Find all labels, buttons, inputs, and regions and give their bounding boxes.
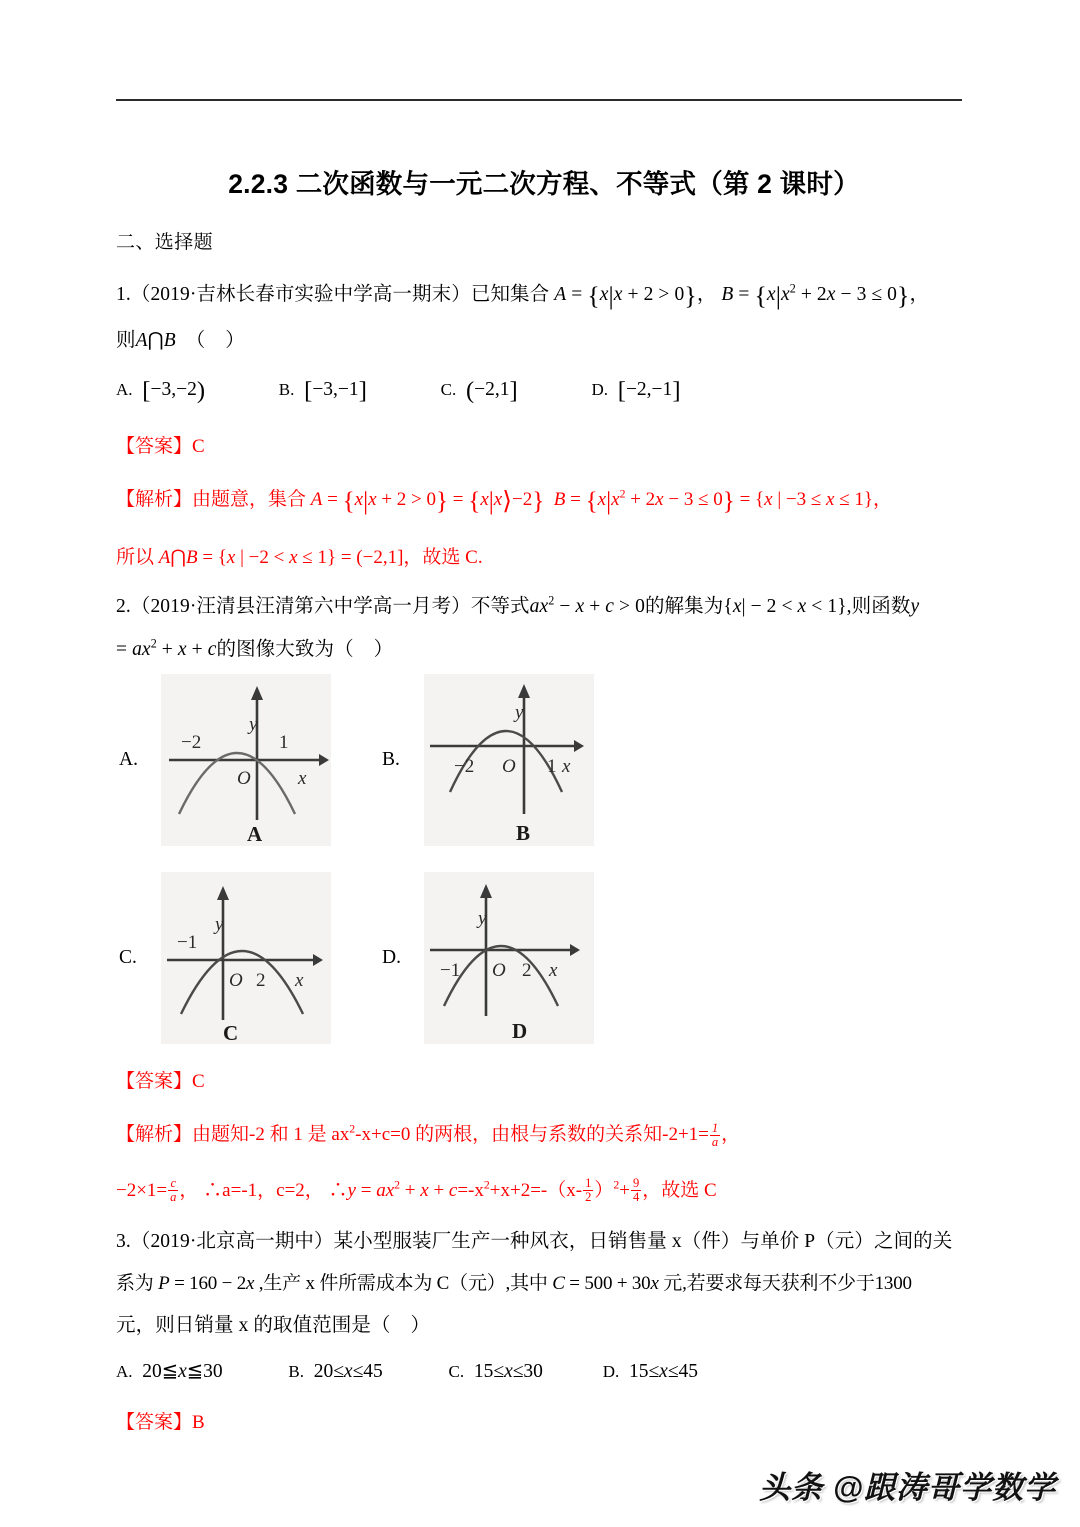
svg-text:B: B <box>516 821 531 846</box>
question-2-source: （2019·汪清县汪清第六中学高一月考） <box>130 596 471 618</box>
watermark: 头条 @跟涛哥学数学 <box>759 1470 1056 1505</box>
graph-option-b-image <box>424 674 594 846</box>
question-1-number: 1 <box>116 283 126 305</box>
question-3-answer-tag: 【答案】 <box>116 1411 193 1433</box>
header-rule <box>116 99 962 101</box>
svg-text:−2: −2 <box>454 756 475 778</box>
option-3-b-label: B. <box>288 1361 304 1381</box>
svg-text:−1: −1 <box>440 960 461 982</box>
option-1-c-label: C. <box>440 380 457 400</box>
question-1-options <box>116 377 966 405</box>
graph-option-a-image <box>161 674 331 846</box>
question-1-source: （2019·吉林长春市实验中学高一期末） <box>130 283 471 305</box>
question-1-answer <box>116 431 966 458</box>
question-1-solution-tag: 【解析】 <box>116 489 193 511</box>
question-1-answer-tag: 【答案】 <box>116 436 193 458</box>
svg-text:O: O <box>229 970 243 992</box>
question-2-stem-line-1: 2.（2019·汪清县汪清第六中学高一月考）不等式$ax^2 - x + c > 0$的解集为{x| − 2 < x < 1},则函数y <box>116 593 920 618</box>
graph-option-c[interactable] <box>116 872 331 1044</box>
svg-text:x: x <box>298 768 307 790</box>
option-3-c-text: 15≤x≤30 <box>473 1360 543 1382</box>
graph-option-a[interactable] <box>116 674 331 846</box>
question-3-number: 3 <box>116 1230 126 1252</box>
option-1-a-label: A. <box>116 380 133 400</box>
question-2-answer-value: C <box>192 1071 205 1093</box>
svg-text:y: y <box>478 908 487 930</box>
svg-text:D: D <box>512 1019 528 1044</box>
option-1-d-text: −2,−1 <box>625 379 673 401</box>
svg-text:C: C <box>223 1021 239 1045</box>
page-title <box>122 150 966 201</box>
option-3-b-text: 20≤x≤45 <box>313 1360 383 1382</box>
question-3-answer-value: B <box>192 1411 205 1433</box>
graph-option-b[interactable] <box>379 674 594 846</box>
svg-text:y: y <box>249 714 258 736</box>
question-2-answer-tag: 【答案】 <box>116 1071 193 1093</box>
graph-option-c-label: C. <box>119 947 137 969</box>
graph-option-d[interactable] <box>379 872 594 1044</box>
svg-text:O: O <box>502 756 516 778</box>
question-1-stem-line-1: 1.（2019·吉林长春市实验中学高一期末）已知集合 A = {x|x + 2 > 0}， $B = \{x|x^2 + 2x - 3 \le 0\}$， <box>116 281 930 310</box>
option-1-d-label: D. <box>591 380 608 400</box>
svg-text:y: y <box>215 914 224 936</box>
option-3-a-text: 20≦x≦30 <box>142 1360 223 1382</box>
svg-text:y: y <box>515 702 524 724</box>
option-3-a[interactable] <box>116 1361 228 1382</box>
svg-text:x: x <box>562 756 571 778</box>
option-1-b[interactable]: B. [−3,−1] <box>278 377 367 405</box>
question-2-stem-line-2: = $ax^2 + x + c$的图像大致为（ ） <box>116 636 394 660</box>
option-3-d[interactable] <box>603 1361 698 1382</box>
svg-text:O: O <box>237 768 251 790</box>
page-content <box>116 150 966 1434</box>
question-1-solution-line-1: 【解析】由题意，集合 A = {x|x + 2 > 0} = {x|x⟩−2} $B = \{x|x^2 + 2x - 3 \le 0\} = \{x$ | −3 ≤ x ≤ 1}， <box>116 488 893 516</box>
svg-text:1: 1 <box>547 756 557 778</box>
option-1-b-text: −3,−1 <box>312 379 359 401</box>
option-1-d[interactable]: D. [−2,−1] <box>591 377 681 405</box>
question-1-solution-line-2: 所以 A⋂B = {x | −2 < x ≤ 1} = (−2,1]，故选 C. <box>116 547 483 569</box>
question-3-stem-text-1: 某小型服装厂生产一种风衣，日销售量 x（件）与单价 P（元）之间的关 <box>333 1230 953 1252</box>
svg-text:x: x <box>549 960 558 982</box>
graph-option-a-label: A. <box>119 749 138 771</box>
graph-option-d-image <box>424 872 594 1044</box>
graph-option-row-1 <box>116 674 676 846</box>
option-3-b[interactable] <box>288 1361 387 1382</box>
option-3-a-label: A. <box>116 1361 133 1381</box>
graph-option-row-2 <box>116 872 676 1044</box>
question-1-stem-line-2: 则A⋂B （ ） <box>116 330 245 352</box>
svg-text:−2: −2 <box>181 732 202 754</box>
question-2-solution-line-2: −2×1= $\frac{c}{a}$ ， ∴a=-1，c=2， ∴y = $ax^2 + x + c=-x^2+x+2=-(x-$ $\frac{1}{2}$ ）$^2$+ $\frac{9}{4}$ ，故选 C <box>116 1175 717 1204</box>
option-3-c[interactable] <box>449 1361 548 1382</box>
svg-text:x: x <box>295 970 304 992</box>
svg-text:−1: −1 <box>177 932 198 954</box>
question-1-stem-text: 已知集合 <box>470 283 550 305</box>
graph-option-d-label: D. <box>382 947 401 969</box>
question-2-solution-line-1: 【解析】由题知-2 和 1 是 $ax^2-x+c=0$ 的两根，由根与系数的关系知-2+1= $\frac{1}{a}$ ， <box>116 1120 741 1149</box>
question-1-answer-value: C <box>192 436 205 458</box>
option-1-c[interactable]: C. (−2,1] <box>440 377 518 405</box>
question-3-stem-line-1: 3.（2019·北京高一期中）某小型服装厂生产一种风衣，日销售量 x（件）与单价 P（元）之间的关 <box>116 1230 953 1252</box>
graph-option-b-label: B. <box>382 749 400 771</box>
question-2-solution-tag: 【解析】 <box>116 1124 193 1146</box>
option-3-d-text: 15≤x≤45 <box>628 1360 699 1382</box>
option-1-c-text: −2,1 <box>474 379 510 401</box>
question-3-stem-line-2: 系为 P = 160 − 2x ,生产 x 件所需成本为 C（元）,其中 C = 500 + 30x 元,若要求每天获利不少于1300 <box>116 1273 912 1295</box>
question-2-number: 2 <box>116 596 126 618</box>
svg-text:A: A <box>247 822 263 847</box>
option-1-b-label: B. <box>278 380 295 400</box>
question-3-answer <box>116 1407 966 1434</box>
svg-text:O: O <box>492 960 506 982</box>
option-3-d-label: D. <box>602 1361 620 1381</box>
option-3-c-label: C. <box>448 1361 465 1381</box>
question-2-graph-options <box>116 674 676 1044</box>
svg-text:2: 2 <box>256 970 266 992</box>
question-3-source: （2019·北京高一期中） <box>130 1230 334 1252</box>
option-1-a[interactable]: A. [−3,−2) <box>116 377 206 405</box>
page-title-text: 2.2.3 二次函数与一元二次方程、不等式（第 2 课时） <box>228 169 860 199</box>
graph-option-c-image <box>161 872 331 1044</box>
question-3-options <box>116 1359 966 1383</box>
question-3-stem-line-3: 元，则日销量 x 的取值范围是（ ） <box>116 1315 431 1337</box>
section-label: 二、选择题 <box>116 232 214 253</box>
option-1-a-text: −3,−2 <box>150 379 197 401</box>
question-1-then-label: 则 <box>116 330 136 352</box>
svg-text:1: 1 <box>279 732 289 754</box>
svg-text:2: 2 <box>522 960 532 982</box>
question-2-answer <box>116 1066 966 1093</box>
